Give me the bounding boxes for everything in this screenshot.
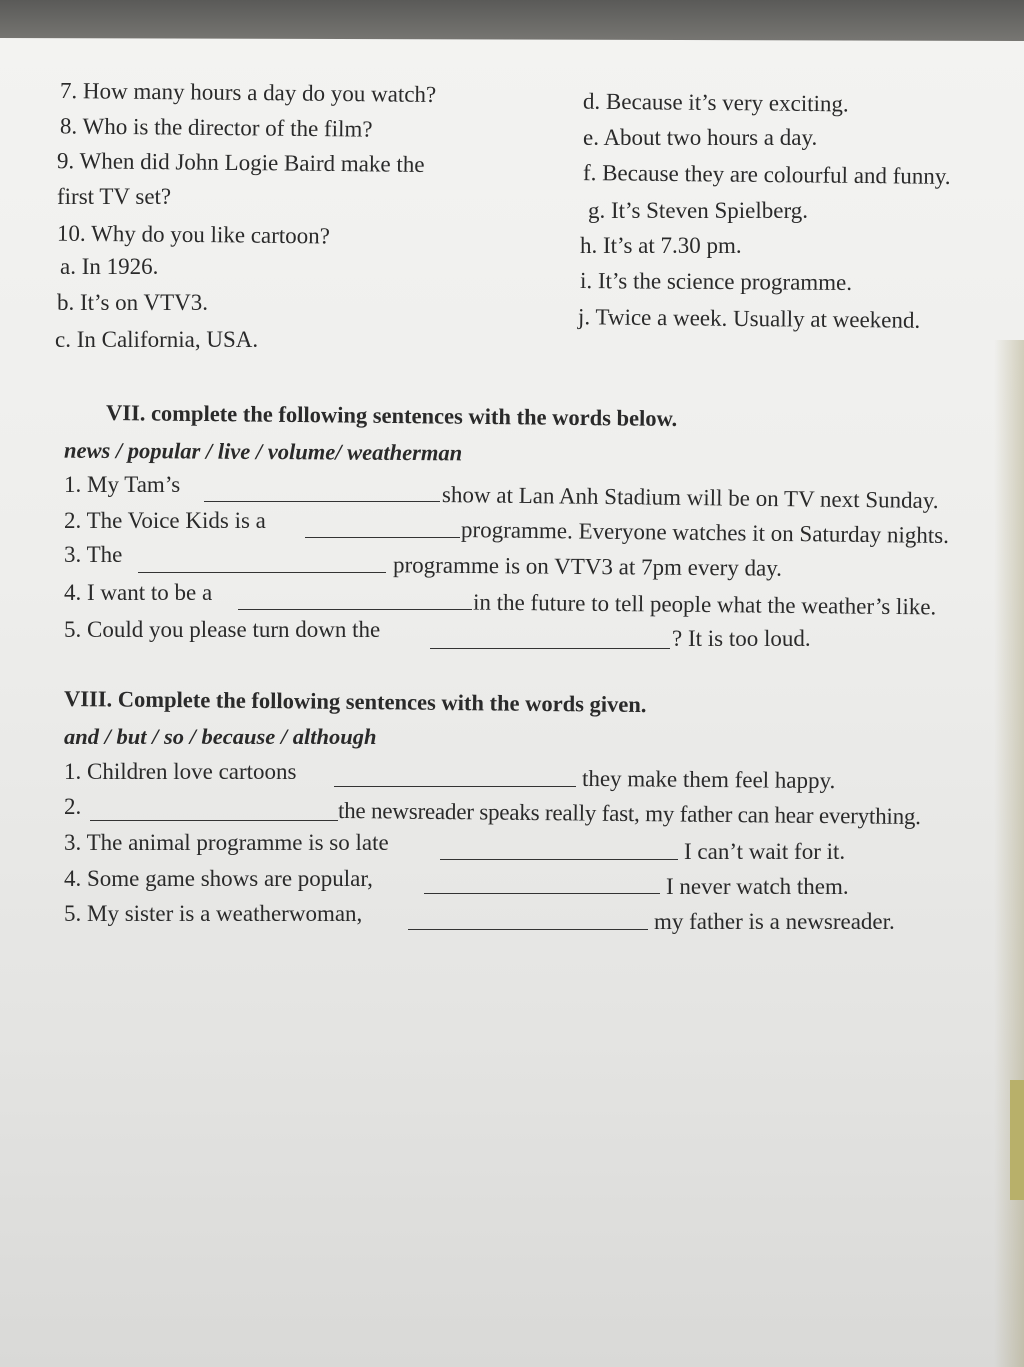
s7-item-2-after: programme. Everyone watches it on Saturday nights. — [460, 517, 950, 548]
s8-item-2-after: the newsreader speaks really fast, my father can hear everything. — [337, 797, 921, 830]
s8-item-4-text: 4. Some game shows are popular, — [64, 866, 373, 891]
s7-item-2-text: 2. The Voice Kids is a — [64, 508, 266, 533]
s7-item-4-blank — [238, 609, 472, 610]
answer-g: g. It’s Steven Spielberg. — [588, 198, 808, 223]
s8-item-2-text: 2. — [64, 794, 82, 819]
table-backdrop — [0, 0, 1024, 45]
answer-c: c. In California, USA. — [55, 327, 259, 352]
answer-i: i. It’s the science programme. — [579, 268, 853, 295]
s7-item-1-text: 1. My Tam’s — [64, 472, 181, 497]
answer-j: j. Twice a week. Usually at weekend. — [577, 304, 921, 333]
s7-item-4-text: 4. I want to be a — [64, 580, 213, 605]
answer-b: b. It’s on VTV3. — [57, 290, 208, 315]
s8-item-5-after: my father is a newsreader. — [654, 909, 895, 934]
s8-item-4-after: I never watch them. — [666, 874, 849, 899]
s7-item-5-text: 5. Could you please turn down the — [64, 617, 381, 642]
s8-item-3-text: 3. The animal programme is so late — [64, 830, 389, 855]
page-shadow — [994, 340, 1024, 1367]
s7-item-1-blank — [204, 501, 440, 502]
s7-item-3-blank — [138, 572, 386, 573]
question-9-cont: first TV set? — [57, 184, 172, 209]
s8-item-2-blank — [90, 820, 338, 821]
question-8: 8. Who is the director of the film? — [59, 113, 373, 142]
s8-item-1-blank — [334, 786, 576, 787]
s7-item-1-after: show at Lan Anh Stadium will be on TV next Sunday. — [441, 481, 939, 514]
s7-item-4-after: in the future to tell people what the weather’s like. — [472, 589, 937, 620]
answer-f: f. Because they are colourful and funny. — [582, 160, 951, 189]
section-7-heading: VII. complete the following sentences with the words below. — [105, 400, 678, 431]
answer-a: a. In 1926. — [60, 254, 159, 279]
s8-item-3-after: I can’t wait for it. — [684, 839, 846, 864]
section-8-word-bank: and / but / so / because / although — [64, 724, 377, 749]
answer-d: d. Because it’s very exciting. — [582, 88, 849, 117]
s7-item-2-blank — [305, 537, 460, 538]
s8-item-1-after: they make them feel happy. — [581, 765, 836, 794]
s7-item-3-after: programme is on VTV3 at 7pm every day. — [392, 552, 783, 581]
answer-h: h. It’s at 7.30 pm. — [580, 233, 742, 258]
background-object — [1010, 1080, 1024, 1200]
question-9: 9. When did John Logie Baird make the — [56, 148, 425, 177]
question-10: 10. Why do you like cartoon? — [56, 220, 331, 249]
s8-item-5-blank — [408, 929, 648, 930]
answer-e: e. About two hours a day. — [583, 125, 818, 150]
s7-item-5-after: ? It is too loud. — [672, 626, 811, 651]
s7-item-3-text: 3. The — [64, 542, 123, 567]
s8-item-3-blank — [440, 859, 678, 860]
section-8-heading: VIII. Complete the following sentences with the words given. — [63, 685, 647, 718]
s8-item-1-text: 1. Children love cartoons — [64, 759, 297, 784]
section-7-word-bank: news / popular / live / volume/ weatherman — [63, 437, 463, 466]
s8-item-4-blank — [424, 893, 660, 894]
s7-item-5-blank — [430, 648, 670, 649]
question-7: 7. How many hours a day do you watch? — [59, 78, 437, 107]
s8-item-5-text: 5. My sister is a weatherwoman, — [64, 901, 363, 926]
